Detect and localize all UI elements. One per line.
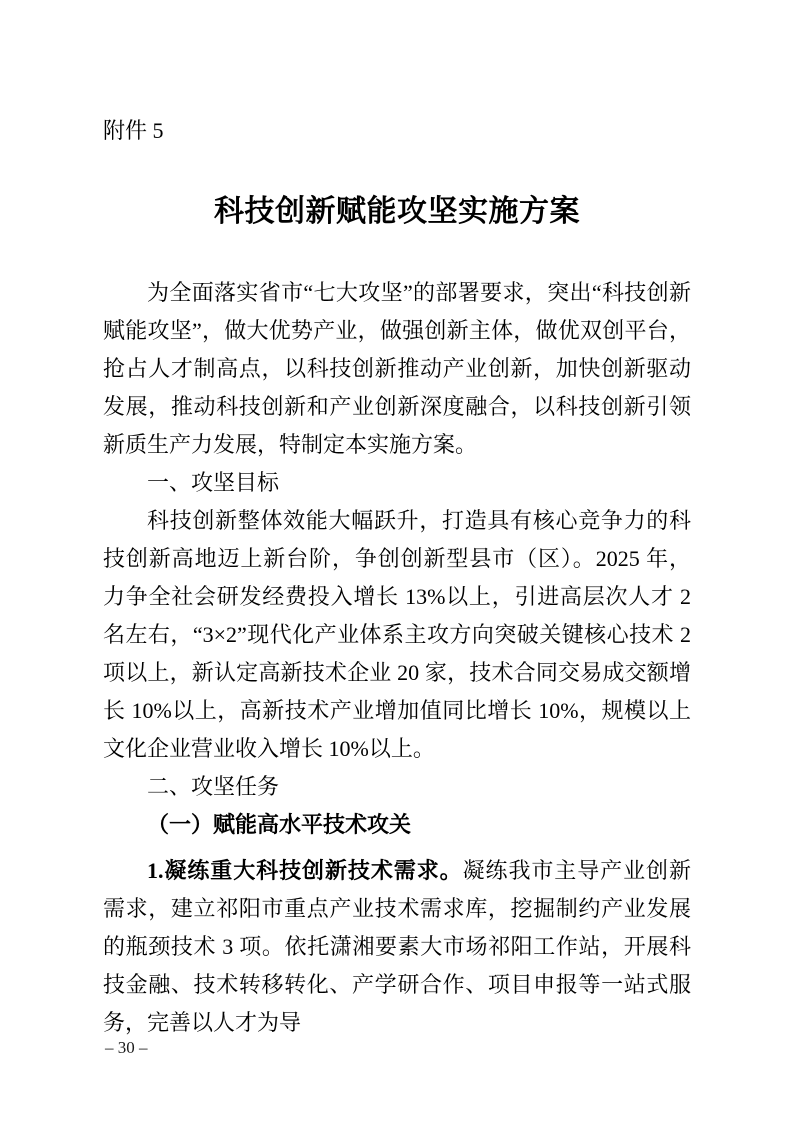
page-number: – 30 – (105, 1038, 148, 1057)
section-heading-tasks: 二、攻坚任务 (147, 774, 280, 799)
goals-paragraph: 科技创新整体效能大幅跃升，打造具有核心竞争力的科技创新高地迈上新台阶，争创创新型县市（区）。2025 年，力争全社会研发经费投入增长 13%以上，引进高层次人才 2 名左右，“3×2”现代化产业体系主攻方向突破关键核心技术 2 项以上，新认定高新技术企业 20 家，技术合同交易成交额增长 10%以上，高新技术产业增加值同比增长 10%，规模以上文化企业营业收入增长 10%以上。 (103, 508, 691, 761)
section-heading-goals: 一、攻坚目标 (147, 470, 280, 495)
document-title: 科技创新赋能攻坚实施方案 (214, 195, 580, 228)
document-content (103, 0, 691, 1042)
intro-paragraph: 为全面落实省市“七大攻坚”的部署要求，突出“科技创新赋能攻坚”，做大优势产业，做强创新主体，做优双创平台，抢占人才制高点，以科技创新推动产业创新，加快创新驱动发展，推动科技创新和产业创新深度融合，以科技创新引领新质生产力发展，特制定本实施方案。 (103, 280, 691, 457)
attachment-label: 附件 5 (103, 118, 164, 143)
task-paragraph-lead: 1.凝练重大科技创新技术需求。 (147, 858, 463, 883)
task-paragraph-body: 凝练我市主导产业创新需求，建立祁阳市重点产业技术需求库，挖掘制约产业发展的瓶颈技术 3 项。依托潇湘要素大市场祁阳工作站，开展科技金融、技术转移转化、产学研合作、项目申报等一站式服务，完善以人才为导 (103, 858, 691, 1035)
subsection-heading-tech: （一）赋能高水平技术攻关 (147, 812, 412, 837)
task-paragraph (103, 852, 691, 1042)
